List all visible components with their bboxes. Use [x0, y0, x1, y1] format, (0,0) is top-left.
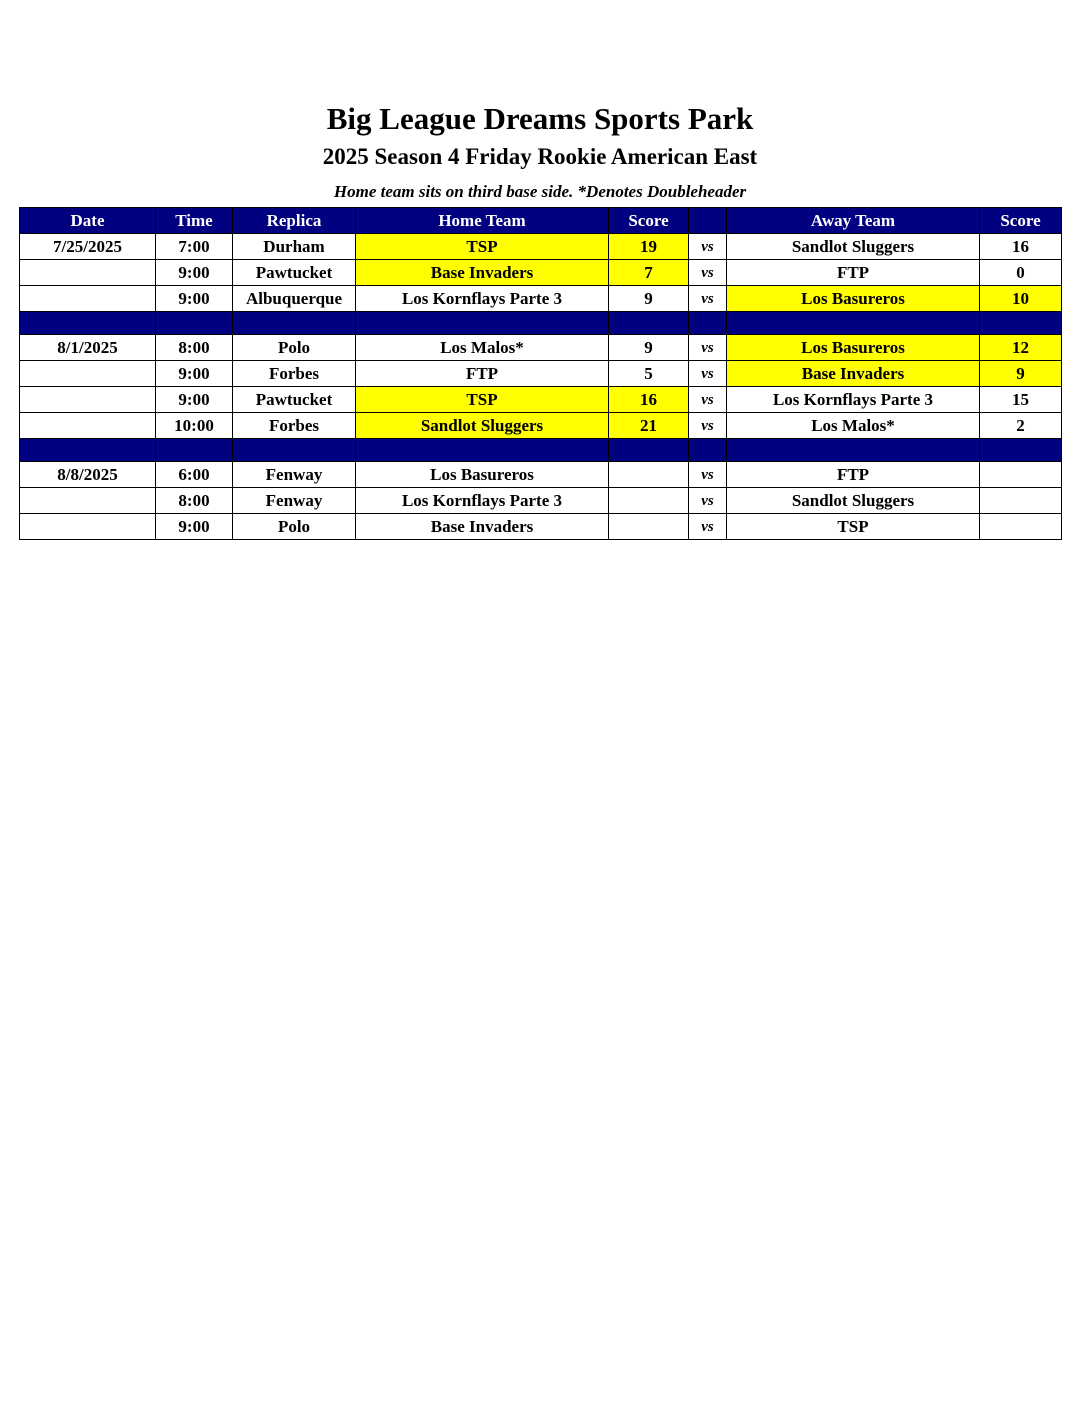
- game-row: [20, 260, 1062, 286]
- away-team-cell: FTP: [727, 260, 980, 286]
- replica-cell: Fenway: [233, 462, 356, 488]
- away-score-cell: 9: [980, 361, 1062, 387]
- away-team-cell: Los Kornflays Parte 3: [727, 387, 980, 413]
- time-cell: 9:00: [156, 260, 233, 286]
- home-team-cell: Base Invaders: [356, 514, 609, 540]
- separator-cell: [727, 439, 980, 462]
- home-team-cell: Base Invaders: [356, 260, 609, 286]
- separator-cell: [980, 439, 1062, 462]
- home-score-cell: [609, 514, 689, 540]
- home-team-cell: Los Kornflays Parte 3: [356, 286, 609, 312]
- home-score-cell: 7: [609, 260, 689, 286]
- away-team-cell: Los Basureros: [727, 335, 980, 361]
- vs-cell: vs: [689, 361, 727, 387]
- vs-cell: vs: [689, 387, 727, 413]
- separator-cell: [356, 439, 609, 462]
- game-row: [20, 361, 1062, 387]
- time-cell: 9:00: [156, 361, 233, 387]
- schedule-table: [19, 207, 1062, 540]
- vs-cell: vs: [689, 462, 727, 488]
- schedule-note: Home team sits on third base side. *Denotes Doubleheader: [333, 182, 747, 201]
- replica-cell: Pawtucket: [233, 260, 356, 286]
- col-header-home-team: Home Team: [356, 208, 609, 234]
- replica-cell: Pawtucket: [233, 387, 356, 413]
- home-team-cell: Los Kornflays Parte 3: [356, 488, 609, 514]
- date-cell: [20, 361, 156, 387]
- date-cell: [20, 488, 156, 514]
- separator-cell: [609, 312, 689, 335]
- col-header-vs: [689, 208, 727, 234]
- away-score-cell: 10: [980, 286, 1062, 312]
- date-group-separator: [20, 439, 1062, 462]
- game-row: [20, 234, 1062, 260]
- separator-cell: [689, 439, 727, 462]
- away-team-cell: Sandlot Sluggers: [727, 488, 980, 514]
- replica-cell: Albuquerque: [233, 286, 356, 312]
- page-subtitle: 2025 Season 4 Friday Rookie American East: [322, 144, 758, 169]
- away-score-cell: [980, 488, 1062, 514]
- time-cell: 8:00: [156, 488, 233, 514]
- time-cell: 7:00: [156, 234, 233, 260]
- home-team-cell: TSP: [356, 234, 609, 260]
- vs-cell: vs: [689, 413, 727, 439]
- date-cell: [20, 413, 156, 439]
- time-cell: 6:00: [156, 462, 233, 488]
- away-team-cell: Los Basureros: [727, 286, 980, 312]
- replica-cell: Forbes: [233, 361, 356, 387]
- vs-cell: vs: [689, 335, 727, 361]
- away-score-cell: 16: [980, 234, 1062, 260]
- game-row: [20, 387, 1062, 413]
- date-cell: 7/25/2025: [20, 234, 156, 260]
- separator-cell: [233, 312, 356, 335]
- separator-cell: [156, 312, 233, 335]
- separator-cell: [727, 312, 980, 335]
- date-cell: [20, 286, 156, 312]
- header-row: [20, 208, 1062, 234]
- replica-cell: Forbes: [233, 413, 356, 439]
- separator-cell: [356, 312, 609, 335]
- home-team-cell: Los Basureros: [356, 462, 609, 488]
- separator-cell: [20, 439, 156, 462]
- replica-cell: Polo: [233, 335, 356, 361]
- home-team-cell: TSP: [356, 387, 609, 413]
- time-cell: 10:00: [156, 413, 233, 439]
- col-header-date: Date: [20, 208, 156, 234]
- away-team-cell: Base Invaders: [727, 361, 980, 387]
- home-score-cell: 5: [609, 361, 689, 387]
- game-row: [20, 335, 1062, 361]
- home-score-cell: 21: [609, 413, 689, 439]
- away-team-cell: TSP: [727, 514, 980, 540]
- vs-cell: vs: [689, 488, 727, 514]
- schedule-body: [20, 234, 1062, 540]
- game-row: [20, 514, 1062, 540]
- vs-cell: vs: [689, 260, 727, 286]
- game-row: [20, 413, 1062, 439]
- time-cell: 9:00: [156, 514, 233, 540]
- vs-cell: vs: [689, 514, 727, 540]
- date-group-separator: [20, 312, 1062, 335]
- date-cell: [20, 514, 156, 540]
- replica-cell: Durham: [233, 234, 356, 260]
- home-score-cell: [609, 462, 689, 488]
- date-cell: 8/8/2025: [20, 462, 156, 488]
- game-row: [20, 286, 1062, 312]
- home-team-cell: Los Malos*: [356, 335, 609, 361]
- away-score-cell: 12: [980, 335, 1062, 361]
- separator-cell: [156, 439, 233, 462]
- home-team-cell: FTP: [356, 361, 609, 387]
- home-score-cell: 9: [609, 335, 689, 361]
- replica-cell: Polo: [233, 514, 356, 540]
- separator-cell: [980, 312, 1062, 335]
- home-score-cell: [609, 488, 689, 514]
- game-row: [20, 488, 1062, 514]
- page-title: Big League Dreams Sports Park: [326, 101, 754, 136]
- vs-cell: vs: [689, 286, 727, 312]
- replica-cell: Fenway: [233, 488, 356, 514]
- separator-cell: [233, 439, 356, 462]
- col-header-replica: Replica: [233, 208, 356, 234]
- away-score-cell: 2: [980, 413, 1062, 439]
- home-score-cell: 19: [609, 234, 689, 260]
- separator-cell: [609, 439, 689, 462]
- date-cell: 8/1/2025: [20, 335, 156, 361]
- away-score-cell: 0: [980, 260, 1062, 286]
- separator-cell: [20, 312, 156, 335]
- away-team-cell: FTP: [727, 462, 980, 488]
- away-team-cell: Los Malos*: [727, 413, 980, 439]
- home-team-cell: Sandlot Sluggers: [356, 413, 609, 439]
- away-score-cell: 15: [980, 387, 1062, 413]
- home-score-cell: 16: [609, 387, 689, 413]
- col-header-time: Time: [156, 208, 233, 234]
- col-header-away-score: Score: [980, 208, 1062, 234]
- time-cell: 9:00: [156, 387, 233, 413]
- vs-cell: vs: [689, 234, 727, 260]
- col-header-away-team: Away Team: [727, 208, 980, 234]
- date-cell: [20, 260, 156, 286]
- time-cell: 9:00: [156, 286, 233, 312]
- home-score-cell: 9: [609, 286, 689, 312]
- date-cell: [20, 387, 156, 413]
- game-row: [20, 462, 1062, 488]
- separator-cell: [689, 312, 727, 335]
- time-cell: 8:00: [156, 335, 233, 361]
- col-header-home-score: Score: [609, 208, 689, 234]
- away-team-cell: Sandlot Sluggers: [727, 234, 980, 260]
- away-score-cell: [980, 514, 1062, 540]
- away-score-cell: [980, 462, 1062, 488]
